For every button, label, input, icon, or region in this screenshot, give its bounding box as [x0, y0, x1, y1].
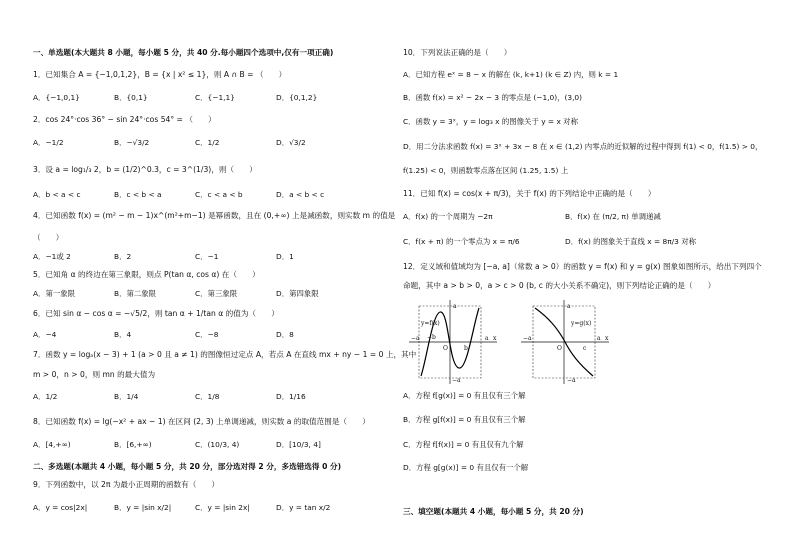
svg-text:−a: −a [523, 335, 532, 342]
question-2-stem: 2．cos 24°·cos 36° − sin 24°·cos 54° = （ ） [33, 115, 216, 124]
question-5-option-d: D．第四象限 [276, 289, 319, 298]
svg-text:a: a [485, 335, 489, 342]
question-12-option-a: A．方程 f[g(x)] = 0 有且仅有三个解 [403, 391, 526, 400]
question-8-option-c: C．(10/3, 4) [195, 440, 240, 449]
svg-text:x: x [605, 335, 609, 342]
graph-g [519, 298, 613, 386]
question-9-stem: 9．下列函数中，以 2π 为最小正周期的函数有（ ） [33, 480, 220, 489]
question-4-option-b: B．2 [114, 252, 132, 261]
question-9-option-b: B．y = |sin x/2| [114, 503, 172, 512]
question-2-option-d: D．√3/2 [276, 138, 306, 147]
svg-text:−a: −a [411, 335, 420, 342]
question-7-stem-continued: m > 0，n > 0，则 mn 的最大值为 [33, 370, 156, 379]
question-12-option-c: C．方程 f[f(x)] = 0 有且仅有九个解 [403, 440, 524, 449]
question-1-option-c: C．{−1,1} [195, 93, 235, 102]
question-8-option-a: A．[4,+∞) [33, 440, 71, 449]
question-8-option-b: B．[6,+∞) [114, 440, 152, 449]
section-2-heading: 二、多选题(本题共 4 小题，每小题 5 分，共 20 分，部分选对得 2 分，多选错选得 0 分) [33, 462, 342, 471]
question-4-stem: 4．已知函数 f(x) = (m² − m − 1)x^(m²+m−1) 是幂函数，且在 (0,+∞) 上是减函数，则实数 m 的值是 [33, 211, 396, 220]
question-10-option-c: C．函数 y = 3ˣ，y = log₃ x 的图像关于 y = x 对称 [403, 117, 578, 126]
graph-f [407, 298, 501, 386]
question-11-option-b: B．f(x) 在 (π/2, π) 单调递减 [565, 212, 661, 221]
section-1-heading: 一、单选题(本大题共 8 小题，每小题 5 分，共 40 分.每小题四个选项中,仅有一项正确) [33, 48, 334, 57]
question-2-option-c: C．1/2 [195, 138, 220, 147]
question-1-option-a: A．{−1,0,1} [33, 93, 80, 102]
question-10-option-d: D．用二分法求函数 f(x) = 3ˣ + 3x − 8 在 x ∈ (1,2) 内零点的近似解的过程中得到 f(1) < 0，f(1.5) > 0， [403, 142, 763, 151]
question-7-option-b: B．1/4 [114, 392, 139, 401]
question-7-option-c: C．1/8 [195, 392, 220, 401]
question-3-stem: 3．设 a = log₁/₃ 2，b = (1/2)^0.3，c = 3^(1/3)，则（ ） [33, 165, 257, 174]
svg-text:−a: −a [452, 377, 461, 384]
question-10-stem: 10．下列说法正确的是（ ） [403, 48, 512, 57]
question-4-option-d: D．1 [276, 252, 294, 261]
question-1-stem: 1．已知集合 A = {−1,0,1,2}，B = {x | x² ≤ 1}，则 A ∩ B = （ ） [33, 70, 287, 79]
question-9-option-a: A．y = cos|2x| [33, 503, 88, 512]
question-11-option-a: A．f(x) 的一个周期为 −2π [403, 212, 493, 221]
svg-text:b: b [464, 345, 468, 352]
svg-text:a: a [567, 303, 571, 310]
question-4-option-a: A．−1或 2 [33, 252, 71, 261]
question-3-option-c: C．c < a < b [195, 190, 243, 199]
svg-text:a: a [597, 335, 601, 342]
graph-f-label: y=f(x) [421, 320, 440, 327]
question-6-option-b: B．4 [114, 330, 132, 339]
svg-text:c: c [583, 345, 587, 352]
graph-g-label: y=g(x) [571, 320, 592, 327]
question-3-option-d: D．a < b < c [276, 190, 325, 199]
question-5-option-a: A．第一象限 [33, 289, 76, 298]
svg-text:O: O [443, 345, 448, 352]
question-12-option-d: D．方程 g[g(x)] = 0 有且仅有一个解 [403, 463, 529, 472]
question-10-option-a: A．已知方程 eˣ = 8 − x 的解在 (k, k+1) (k ∈ Z) 内，则 k = 1 [403, 70, 619, 79]
question-7-option-a: A．1/2 [33, 392, 58, 401]
question-5-option-b: B．第二象限 [114, 289, 157, 298]
svg-text:x: x [493, 335, 497, 342]
section-3-heading: 三、填空题(本题共 4 小题，每小题 5 分，共 20 分) [403, 507, 584, 516]
question-12-stem-continued: 命题，其中 a > b > 0，a > c > 0 (b, c 的大小关系不确定)，则下列结论正确的是（ ） [403, 281, 716, 290]
question-6-stem: 6．已知 sin α − cos α = −√5/2，则 tan α + 1/tan α 的值为（ ） [33, 309, 279, 318]
question-3-option-b: B．c < b < a [114, 190, 162, 199]
svg-text:−b: −b [427, 334, 436, 341]
question-8-stem: 8．已知函数 f(x) = lg(−x² + ax − 1) 在区间 (2, 3) 上单调递减，则实数 a 的取值范围是（ ） [33, 417, 370, 426]
question-10-option-d-continued: f(1.25) < 0，则函数零点落在区间 (1.25, 1.5) 上 [403, 166, 569, 175]
question-6-option-c: C．−8 [195, 330, 219, 339]
question-8-option-d: D．[10/3, 4] [276, 440, 321, 449]
question-7-option-d: D．1/16 [276, 392, 306, 401]
question-10-option-b: B．函数 f(x) = x² − 2x − 3 的零点是 (−1,0)，(3,0) [403, 93, 583, 102]
question-4-stem-continued: （ ） [33, 233, 64, 242]
question-2-option-a: A．−1/2 [33, 138, 64, 147]
question-6-option-d: D．8 [276, 330, 294, 339]
question-5-stem: 5．已知角 α 的终边在第三象限，则点 P(tan α, cos α) 在（ ） [33, 270, 260, 279]
question-4-option-c: C．−1 [195, 252, 219, 261]
question-9-option-c: C．y = |sin 2x| [195, 503, 250, 512]
question-2-option-b: B．−√3/2 [114, 138, 150, 147]
question-1-option-d: D．{0,1,2} [276, 93, 318, 102]
question-3-option-a: A．b < a < c [33, 190, 81, 199]
question-12-stem: 12．定义域和值域均为 [−a, a]（常数 a > 0）的函数 y = f(x) 和 y = g(x) 图象如图所示，给出下列四个 [403, 262, 762, 271]
question-11-option-d: D．f(x) 的图象关于直线 x = 8π/3 对称 [565, 237, 696, 246]
question-5-option-c: C．第三象限 [195, 289, 238, 298]
question-11-stem: 11．已知 f(x) = cos(x + π/3)，关于 f(x) 的下列结论中正确的是（ ） [403, 189, 656, 198]
question-6-option-a: A．−4 [33, 330, 57, 339]
svg-text:a: a [453, 303, 457, 310]
question-12-option-b: B．方程 g[f(x)] = 0 有且仅有三个解 [403, 415, 526, 424]
svg-text:O: O [557, 345, 562, 352]
svg-text:−a: −a [567, 377, 576, 384]
question-1-option-b: B．{0,1} [114, 93, 148, 102]
question-9-option-d: D．y = tan x/2 [276, 503, 331, 512]
question-11-option-c: C．f(x + π) 的一个零点为 x = π/6 [403, 237, 520, 246]
question-7-stem: 7．函数 y = logₐ(x − 3) + 1 (a > 0 且 a ≠ 1) 的图像恒过定点 A，若点 A 在直线 mx + ny − 1 = 0 上，其中 [33, 350, 417, 359]
